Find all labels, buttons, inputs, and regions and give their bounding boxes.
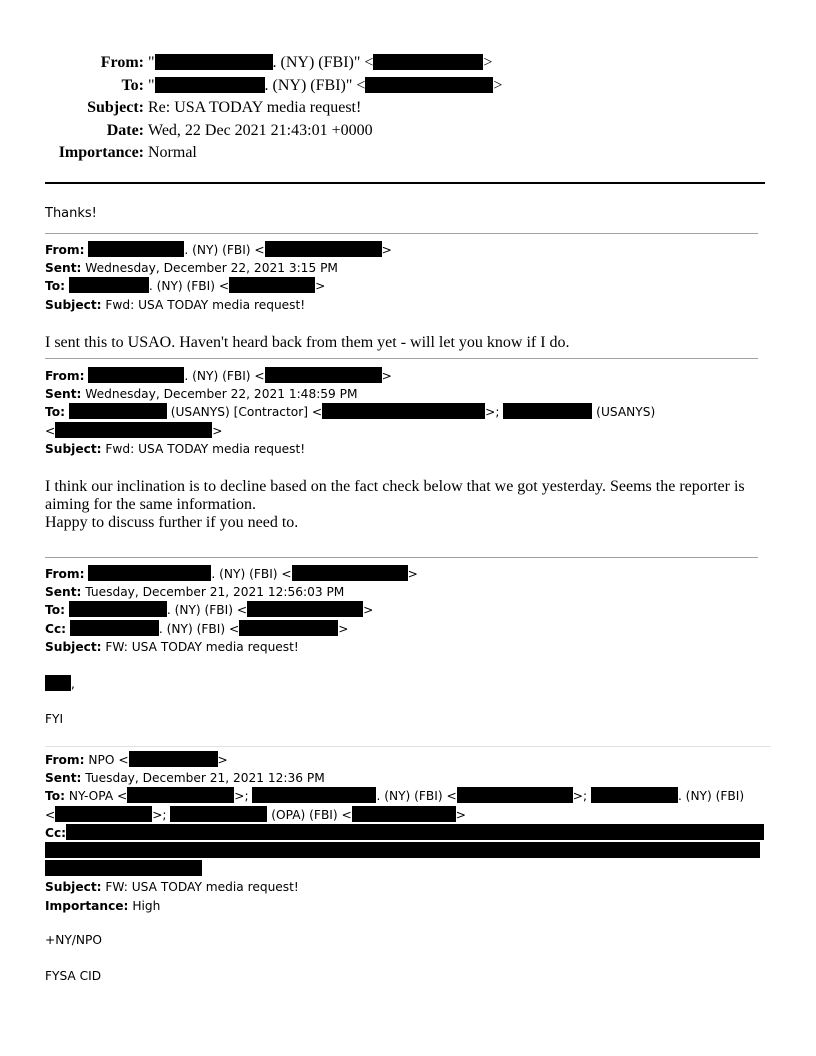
msg3-subject: FW: USA TODAY media request! — [105, 639, 299, 654]
message-1-header — [45, 241, 392, 314]
msg3-greeting-suffix: , — [71, 677, 75, 691]
msg2-from-mid: . (NY) (FBI) < — [184, 369, 265, 383]
msg2-body-line: I think our inclination is to decline based on the fact check below that we got yesterday. Seems the reporter is — [45, 478, 745, 495]
header-subject-label: Subject: — [87, 99, 144, 116]
msg2-sent: Wednesday, December 22, 2021 1:48:59 PM — [85, 387, 358, 402]
redaction — [252, 787, 376, 803]
msg1-to-label: To: — [45, 279, 65, 294]
header-divider — [45, 182, 765, 184]
msg3-from-label: From: — [45, 567, 85, 581]
redaction — [247, 601, 363, 617]
msg2-sent-row — [45, 385, 655, 403]
redaction — [265, 367, 382, 383]
msg4-body-line: +NY/NPO — [45, 933, 102, 947]
msg3-cc-label: Cc: — [45, 621, 67, 636]
msg4-to-line2-mid1: >; — [152, 807, 171, 822]
redaction — [239, 620, 338, 636]
msg3-cc-row — [45, 620, 418, 638]
redaction — [66, 824, 764, 840]
msg4-body-line: FYSA CID — [45, 969, 102, 983]
redaction — [365, 77, 493, 93]
msg1-sent-label: Sent: — [45, 261, 82, 276]
redaction — [155, 54, 273, 70]
msg3-cc-mid: . (NY) (FBI) < — [158, 621, 240, 636]
msg4-to-mid4: . (NY) (FBI) — [677, 789, 745, 804]
msg2-body — [45, 478, 745, 532]
redaction — [55, 422, 212, 438]
msg2-body-line: aiming for the same information. — [45, 496, 257, 513]
msg2-to-mid2: >; — [485, 405, 504, 420]
msg2-from-row — [45, 367, 655, 385]
redaction — [55, 806, 152, 822]
redaction — [322, 403, 485, 419]
message-divider — [45, 746, 771, 747]
msg4-cc-row — [45, 824, 764, 842]
header-to-label: To: — [121, 76, 144, 94]
msg4-sent: Tuesday, December 21, 2021 12:36 PM — [85, 771, 325, 786]
msg1-sent-row — [45, 259, 392, 277]
message-4-header — [45, 751, 764, 915]
redaction — [88, 241, 184, 257]
redaction — [45, 860, 202, 876]
msg4-cc-row-2 — [45, 842, 764, 860]
msg4-importance-label: Importance: — [45, 898, 129, 913]
msg1-sent: Wednesday, December 22, 2021 3:15 PM — [85, 261, 338, 276]
msg4-from-row — [45, 751, 764, 769]
msg3-cc-suffix: > — [338, 621, 349, 636]
msg2-subject-row — [45, 440, 655, 458]
redaction — [229, 277, 315, 293]
header-date-row — [0, 120, 520, 143]
msg4-sent-row — [45, 769, 764, 787]
msg1-subject-row — [45, 296, 392, 314]
msg3-to-mid: . (NY) (FBI) < — [166, 603, 248, 618]
msg3-sent-label: Sent: — [45, 585, 82, 600]
redaction — [88, 565, 211, 581]
header-from-mid: . (NY) (FBI)" < — [272, 54, 374, 71]
msg3-sent: Tuesday, December 21, 2021 12:56:03 PM — [85, 585, 345, 600]
redaction — [45, 675, 71, 691]
header-from-row — [0, 52, 520, 75]
msg2-to-row — [45, 403, 655, 421]
msg4-to-line2-suffix: > — [455, 807, 466, 822]
redaction — [129, 751, 218, 767]
msg2-to-mid1: (USANYS) [Contractor] < — [166, 405, 323, 420]
header-to-prefix: " — [148, 76, 155, 94]
msg2-subject: Fwd: USA TODAY media request! — [105, 441, 306, 456]
message-2-header — [45, 367, 655, 458]
msg3-from-mid: . (NY) (FBI) < — [211, 567, 292, 581]
redaction — [457, 787, 573, 803]
msg3-to-label: To: — [45, 603, 65, 618]
msg1-from-label: From: — [45, 243, 85, 257]
msg4-to-label: To: — [45, 789, 65, 804]
msg4-to-mid3: >; — [572, 789, 591, 804]
msg4-importance: High — [132, 898, 161, 913]
msg4-to-line2-mid2: (OPA) (FBI) < — [267, 807, 352, 822]
msg1-from-suffix: > — [381, 243, 392, 257]
redaction — [591, 787, 678, 803]
header-importance: Normal — [148, 144, 197, 161]
msg4-subject: FW: USA TODAY media request! — [105, 880, 299, 895]
msg4-to-mid1: >; — [234, 789, 253, 804]
header-subject: Re: USA TODAY media request! — [148, 99, 362, 116]
header-from-label: From: — [100, 54, 144, 71]
header-to-suffix: > — [493, 76, 503, 94]
header-date: Wed, 22 Dec 2021 21:43:01 +0000 — [148, 121, 373, 139]
msg3-subject-label: Subject: — [45, 639, 102, 654]
msg4-from-label: From: — [45, 753, 85, 767]
msg4-sent-label: Sent: — [45, 771, 82, 786]
msg1-to-suffix: > — [315, 279, 326, 294]
message-divider — [45, 358, 758, 359]
header-importance-label: Importance: — [58, 144, 144, 161]
msg3-sent-row — [45, 583, 418, 601]
header-from-prefix: " — [148, 54, 155, 71]
redaction — [292, 565, 408, 581]
msg3-to-suffix: > — [363, 603, 374, 618]
reply-body: Thanks! — [45, 206, 97, 221]
header-to-row — [0, 75, 520, 98]
msg1-subject: Fwd: USA TODAY media request! — [105, 297, 306, 312]
msg1-to-row — [45, 277, 392, 295]
redaction — [155, 77, 265, 93]
redaction — [503, 403, 592, 419]
msg4-to-row — [45, 787, 764, 805]
msg4-subject-row — [45, 878, 764, 896]
msg1-body: I sent this to USAO. Haven't heard back from them yet - will let you know if I do. — [45, 334, 570, 351]
redaction — [69, 277, 149, 293]
message-divider — [45, 557, 758, 558]
header-importance-row — [0, 142, 520, 165]
msg4-to-mid2: . (NY) (FBI) < — [376, 789, 457, 804]
msg1-to-mid: . (NY) (FBI) < — [148, 279, 230, 294]
msg2-to-label: To: — [45, 405, 65, 420]
msg4-from-prefix: NPO < — [88, 753, 129, 767]
message-divider — [45, 233, 758, 234]
msg2-body-line: Happy to discuss further if you need to. — [45, 514, 299, 531]
msg2-subject-label: Subject: — [45, 441, 102, 456]
msg4-subject-label: Subject: — [45, 880, 102, 895]
msg2-to-row-2 — [45, 422, 655, 440]
redaction — [70, 620, 159, 636]
msg2-to-line2-prefix: < — [45, 423, 56, 438]
msg3-body: FYI — [45, 712, 64, 726]
msg4-cc-label: Cc: — [45, 825, 67, 840]
msg2-to-line2-suffix: > — [212, 423, 223, 438]
msg3-greeting — [45, 675, 75, 693]
redaction — [127, 787, 234, 803]
msg2-sent-label: Sent: — [45, 387, 82, 402]
msg2-from-label: From: — [45, 369, 85, 383]
header-subject-row — [0, 97, 520, 120]
redaction — [373, 54, 483, 70]
msg1-subject-label: Subject: — [45, 297, 102, 312]
email-header — [0, 52, 520, 165]
msg2-to-mid3: (USANYS) — [592, 405, 656, 420]
msg4-importance-row — [45, 897, 764, 915]
msg4-to-prefix: NY-OPA < — [68, 789, 128, 804]
redaction — [69, 403, 167, 419]
redaction — [265, 241, 382, 257]
header-to-mid: . (NY) (FBI)" < — [264, 76, 366, 94]
msg4-from-suffix: > — [217, 753, 228, 767]
msg4-cc-row-3 — [45, 860, 764, 878]
header-date-label: Date: — [106, 121, 144, 139]
msg3-subject-row — [45, 638, 418, 656]
msg2-from-suffix: > — [381, 369, 392, 383]
redaction — [88, 367, 184, 383]
msg4-to-line2-prefix: < — [45, 807, 56, 822]
redaction — [352, 806, 456, 822]
header-from-suffix: > — [483, 54, 493, 71]
msg3-from-row — [45, 565, 418, 583]
msg3-to-row — [45, 601, 418, 619]
msg4-to-row-2 — [45, 806, 764, 824]
redaction — [45, 842, 760, 858]
msg3-from-suffix: > — [407, 567, 418, 581]
msg1-from-row — [45, 241, 392, 259]
redaction — [69, 601, 167, 617]
redaction — [170, 806, 267, 822]
msg1-from-mid: . (NY) (FBI) < — [184, 243, 265, 257]
message-3-header — [45, 565, 418, 656]
